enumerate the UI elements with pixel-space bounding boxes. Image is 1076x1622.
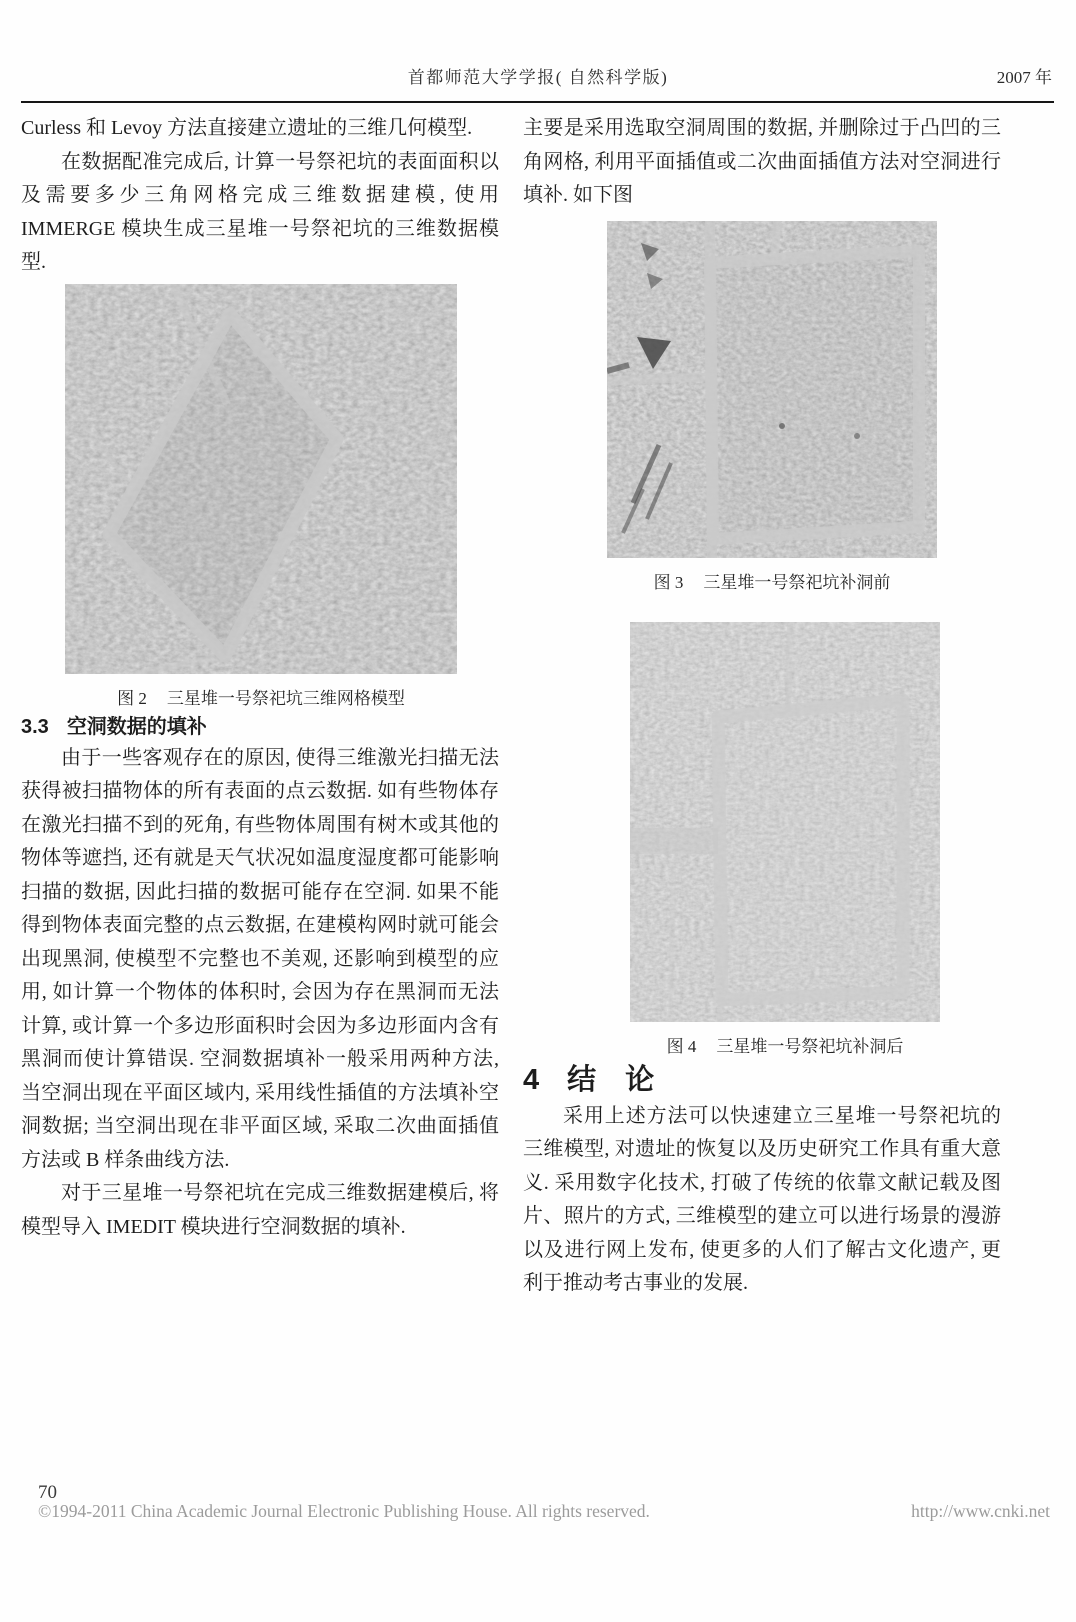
figure-3-caption (607, 570, 937, 596)
section-4-heading (523, 1060, 1001, 1100)
figure-4-caption-text: 三星堆一号祭祀坑补洞后 (716, 1036, 904, 1056)
section-3-3-number: 3.3 (21, 715, 49, 738)
journal-year: 2007 年 (996, 68, 1052, 87)
figure-4-caption (630, 1034, 940, 1060)
page-number: 70 (38, 1482, 57, 1503)
footer-copyright-line (38, 1501, 1050, 1522)
figure-2 (65, 284, 457, 712)
figure-2-caption-text: 三星堆一号祭祀坑三维网格模型 (166, 688, 405, 708)
copyright-text: ©1994-2011 China Academic Journal Electronic Publishing House. All rights reserved. (38, 1501, 650, 1521)
right-column (523, 112, 1001, 1301)
figure-2-caption (65, 686, 457, 712)
figure-3-label: 图 3 (653, 572, 684, 592)
paragraph-conclusion: 采用上述方法可以快速建立三星堆一号祭祀坑的三维模型, 对遗址的恢复以及历史研究工作具有重大意义. 采用数字化技术, 打破了传统的依靠文献记载及图片、照片的方式, 三维模型的建立可以进行场景的漫游以及进行网上发布, 使更多的人们了解古文化遗产, 更利于推动考古事业的发展. (523, 1104, 1001, 1294)
journal-title: 首都师范大学学报( 自然科学版) (407, 68, 669, 87)
paragraph-continuation: Curless 和 Levoy 方法直接建立遗址的三维几何模型. (21, 117, 473, 139)
figure-4 (630, 622, 940, 1060)
figure-3-caption-text: 三星堆一号祭祀坑补洞前 (703, 572, 891, 592)
header-rule (21, 101, 1054, 103)
figure-3 (607, 221, 937, 596)
paragraph-registration: 在数据配准完成后, 计算一号祭祀坑的表面面积以及需要多少三角网格完成三维数据建模, 使用 IMMERGE 模块生成三星堆一号祭祀坑的三维数据模型. (21, 150, 499, 273)
figure-4-label: 图 4 (666, 1036, 697, 1056)
paragraph-holes: 由于一些客观存在的原因, 使得三维激光扫描无法获得被扫描物体的所有表面的点云数据. 如有些物体存在激光扫描不到的死角, 有些物体周围有树木或其他的物体等遮挡, 还有就是天气状况如温度湿度都可能影响扫描的数据, 因此扫描的数据可能存在空洞. 如果不能得到物体表面完整的点云数据, 在建模构网时就可能会出现黑洞, 使模型不完整也不美观, 还影响到模型的应用, 如计算一个物体的体积时, 会因为存在黑洞而无法计算, 或计算一个多边形面积时会因为多边形面内含有黑洞而使计算错误. 空洞数据填补一般采用两种方法, 当空洞出现在平面区域内, 采用线性插值的方法填补空洞数据; 当空洞出现在非平面区域, 采取二次曲面插值方法或 B 样条曲线方法. (21, 746, 499, 1171)
figure-2-photo (65, 284, 457, 674)
cnki-url: http://www.cnki.net (911, 1501, 1050, 1521)
section-4-title: 结 论 (567, 1063, 655, 1096)
figure-3-photo (607, 221, 937, 558)
left-column (21, 112, 499, 1244)
section-3-3-title: 空洞数据的填补 (66, 715, 207, 738)
figure-2-label: 图 2 (117, 688, 147, 708)
section-3-3-heading (21, 712, 499, 742)
figure-4-photo (630, 622, 940, 1022)
section-4-number: 4 (523, 1063, 540, 1096)
paragraph-fill-method: 主要是采用选取空洞周围的数据, 并删除过于凸凹的三角网格, 利用平面插值或二次曲面插值方法对空洞进行填补. 如下图 (523, 117, 1001, 206)
paragraph-import: 对于三星堆一号祭祀坑在完成三维数据建模后, 将模型导入 IMEDIT 模块进行空洞数据的填补. (21, 1182, 499, 1238)
